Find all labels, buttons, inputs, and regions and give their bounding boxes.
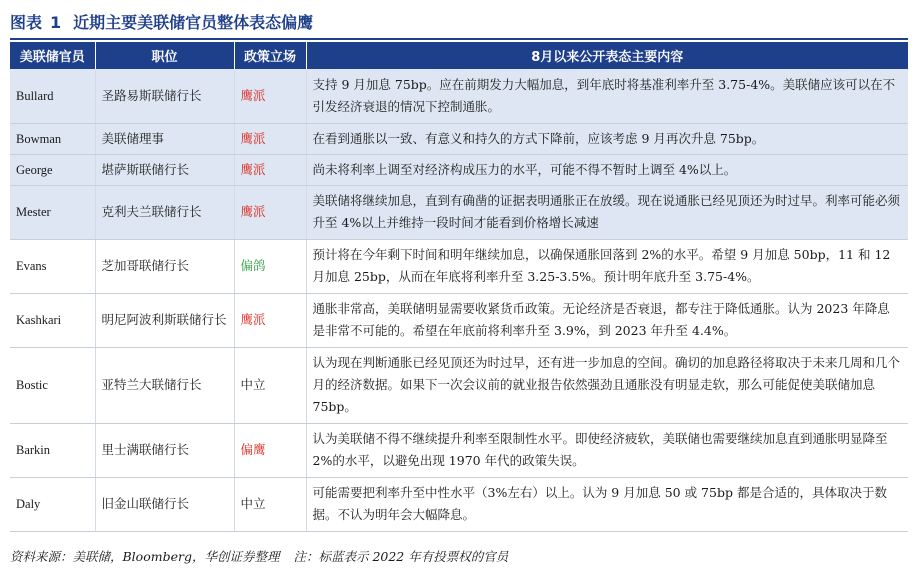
source-note [10, 547, 508, 565]
statement-text: 认为美联储不得不继续提升利率至限制性水平。即使经济疲软，美联储也需要继续加息直到通胀明显降至 2%的水平，以避免出现 1970 年代的政策失误。 [306, 423, 908, 477]
policy-stance: 鹰派 [234, 123, 306, 154]
official-name: Kashkari [10, 293, 95, 347]
official-name: Bowman [10, 123, 95, 154]
official-name: George [10, 154, 95, 185]
table-row [10, 347, 908, 423]
caption-title: 近期主要美联储官员整体表态偏鹰 [73, 13, 314, 32]
table-row [10, 123, 908, 154]
table-row [10, 69, 908, 123]
policy-stance: 鹰派 [234, 154, 306, 185]
official-position: 美联储理事 [95, 123, 234, 154]
statement-text: 尚未将利率上调至对经济构成压力的水平，可能不得不暂时上调至 4%以上。 [306, 154, 908, 185]
statement-text: 在看到通胀以一致、有意义和持久的方式下降前，应该考虑 9 月再次升息 75bp。 [306, 123, 908, 154]
header-statement: 8月以来公开表态主要内容 [306, 42, 908, 69]
policy-stance: 鹰派 [234, 69, 306, 123]
statement-text: 认为现在判断通胀已经见顶还为时过早，还有进一步加息的空间。确切的加息路径将取决于未来几周和几个月的经济数据。如果下一次会议前的就业报告依然强劲且通胀没有明显走软，那么可能促使美联储加息 75bp。 [306, 347, 908, 423]
header-official: 美联储官员 [10, 42, 95, 69]
official-position: 芝加哥联储行长 [95, 239, 234, 293]
figure-caption [10, 10, 313, 33]
official-position: 里士满联储行长 [95, 423, 234, 477]
official-name: Barkin [10, 423, 95, 477]
official-name: Mester [10, 185, 95, 239]
official-position: 克利夫兰联储行长 [95, 185, 234, 239]
footnote-text: 注：标蓝表示 2022 年有投票权的官员 [293, 549, 509, 564]
statement-text: 支持 9 月加息 75bp。应在前期发力大幅加息，到年底时将基准利率升至 3.75-4%。美联储应该可以在不引发经济衰退的情况下控制通胀。 [306, 69, 908, 123]
officials-table [10, 42, 908, 532]
table-row [10, 154, 908, 185]
table-row [10, 239, 908, 293]
official-name: Daly [10, 477, 95, 531]
caption-number: 1 [50, 13, 62, 32]
header-stance: 政策立场 [234, 42, 306, 69]
statement-text: 可能需要把利率升至中性水平（3%左右）以上。认为 9 月加息 50 或 75bp 都是合适的，具体取决于数据。不认为明年会大幅降息。 [306, 477, 908, 531]
caption-label: 图表 [10, 13, 43, 32]
policy-stance: 鹰派 [234, 185, 306, 239]
official-position: 明尼阿波利斯联储行长 [95, 293, 234, 347]
official-name: Bullard [10, 69, 95, 123]
statement-text: 通胀非常高，美联储明显需要收紧货币政策。无论经济是否衰退，都专注于降低通胀。认为 2023 年降息是非常不可能的。希望在年底前将利率升至 3.9%，到 2023 年升至 4.4%。 [306, 293, 908, 347]
policy-stance: 鹰派 [234, 293, 306, 347]
table-row [10, 293, 908, 347]
table-row [10, 185, 908, 239]
caption-divider [10, 38, 908, 40]
official-position: 圣路易斯联储行长 [95, 69, 234, 123]
source-text: 资料来源：美联储，Bloomberg，华创证券整理 [10, 549, 280, 564]
official-name: Bostic [10, 347, 95, 423]
official-position: 堪萨斯联储行长 [95, 154, 234, 185]
table-row [10, 477, 908, 531]
statement-text: 美联储将继续加息，直到有确凿的证据表明通胀正在放缓。现在说通胀已经见顶还为时过早。利率可能必须升至 4%以上并维持一段时间才能看到价格增长减速 [306, 185, 908, 239]
official-name: Evans [10, 239, 95, 293]
header-position: 职位 [95, 42, 234, 69]
statement-text: 预计将在今年剩下时间和明年继续加息，以确保通胀回落到 2%的水平。希望 9 月加息 50bp，11 和 12 月加息 25bp，从而在年底将利率升至 3.25-3.5%。预计明年底升至 3.75-4%。 [306, 239, 908, 293]
table-row [10, 423, 908, 477]
policy-stance: 中立 [234, 477, 306, 531]
policy-stance: 中立 [234, 347, 306, 423]
policy-stance: 偏鸽 [234, 239, 306, 293]
official-position: 亚特兰大联储行长 [95, 347, 234, 423]
official-position: 旧金山联储行长 [95, 477, 234, 531]
table-header-row [10, 42, 908, 69]
policy-stance: 偏鹰 [234, 423, 306, 477]
